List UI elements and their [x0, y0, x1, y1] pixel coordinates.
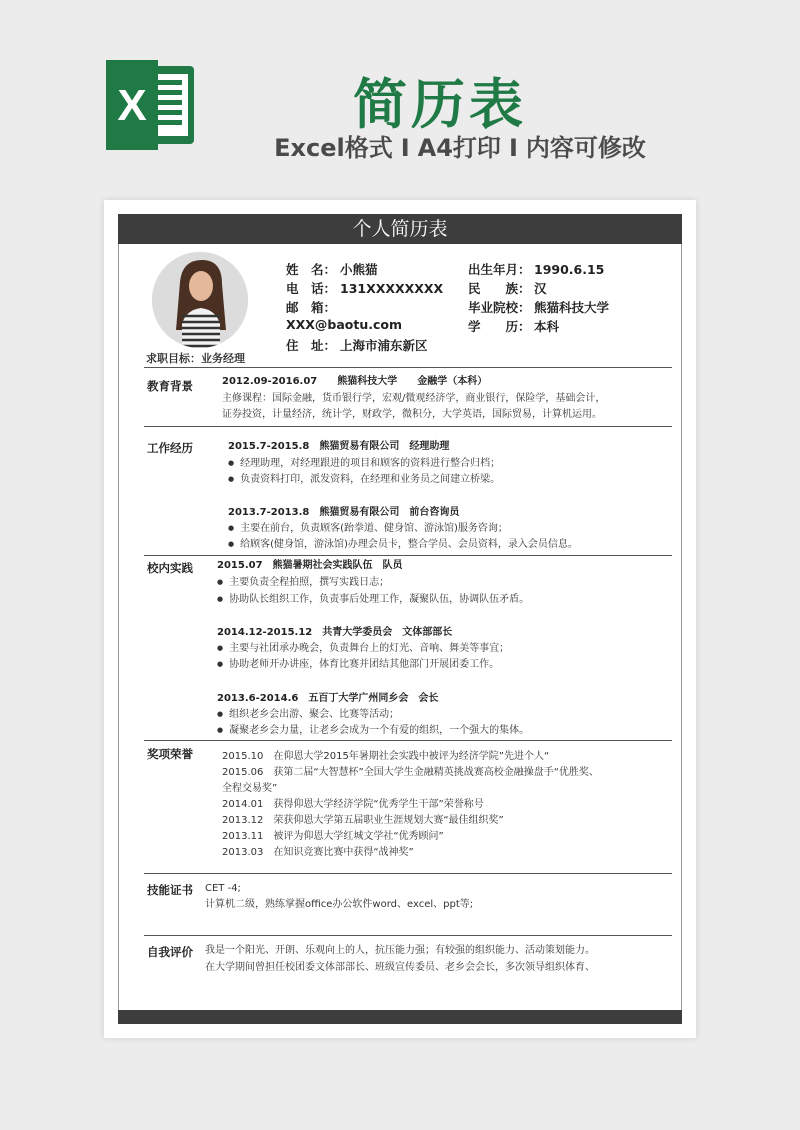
nation-field: 民 族： 汉 — [468, 281, 547, 296]
resume-footer-bar — [118, 1010, 682, 1024]
email-value: XXX@baotu.com — [286, 317, 403, 332]
subtitle-print: A4打印 — [417, 134, 501, 162]
skills-heading: 技能证书 — [147, 883, 193, 897]
section-divider — [144, 935, 672, 936]
campus-entry: 2014.12-2015.12 共青大学委员会 文体部部长 — [217, 627, 453, 638]
list-item: ● 主要与社团承办晚会，负责舞台上的灯光、音响、舞美等事宜； — [217, 642, 509, 656]
degree-field: 学 历： 本科 — [468, 319, 560, 334]
banner-title: 简历表 — [353, 73, 527, 136]
award-item: 2014.01 获得仰恩大学经济学院“优秀学生干部”荣誉称号 — [222, 799, 484, 810]
award-item: 2013.03 在知识竞赛比赛中获得“战神奖” — [222, 847, 414, 858]
work-entry: 2015.7-2015.8 熊猫贸易有限公司 经理助理 — [228, 441, 450, 452]
list-item: ● 给顾客(健身馆，游泳馆)办理会员卡，整合学员、会员资料，录入会员信息。 — [228, 538, 578, 552]
section-divider — [144, 740, 672, 741]
award-item: 2013.12 荣获仰恩大学第五届职业生涯规划大赛“最佳组织奖” — [222, 815, 504, 826]
section-divider — [144, 555, 672, 556]
resume-paper — [104, 200, 696, 1038]
campus-entry: 2013.6-2014.6 五百丁大学广州同乡会 会长 — [217, 693, 439, 704]
section-divider — [144, 873, 672, 874]
name-field: 姓 名： 小熊猫 — [286, 262, 378, 277]
education-courses: 主修课程：国际金融，货币银行学，宏观/微观经济学，商业银行，保险学，基础会计， — [222, 393, 606, 404]
award-item: 全程交易奖” — [222, 783, 278, 794]
awards-heading: 奖项荣誉 — [147, 747, 193, 761]
address-field: 住 址： 上海市浦东新区 — [286, 338, 428, 353]
campus-entry: 2015.07 熊猫暑期社会实践队伍 队员 — [217, 560, 403, 571]
school-field: 毕业院校： 熊猫科技大学 — [468, 300, 610, 315]
education-courses: 证券投资，计量经济，统计学，财政学，微积分，大学英语，国际贸易，计算机运用。 — [222, 409, 602, 420]
job-objective: 求职目标：业务经理 — [146, 352, 245, 365]
list-item: ● 负责资料打印，派发资料，在经理和业务员之间建立桥梁。 — [228, 473, 500, 487]
list-item: ● 协助老师开办讲座，体育比赛并团结其他部门开展团委工作。 — [217, 658, 499, 672]
email-label: 邮 箱： — [286, 300, 337, 315]
work-entry: 2013.7-2013.8 熊猫贸易有限公司 前台咨询员 — [228, 507, 460, 518]
list-item: ● 协助队长组织工作，负责事后处理工作，凝聚队伍，协调队伍矛盾。 — [217, 593, 529, 607]
self-eval-text: 我是一个阳光、开朗、乐观向上的人，抗压能力强；有较强的组织能力、活动策划能力。 — [205, 945, 595, 956]
list-item: ● 组织老乡会出游、聚会、比赛等活动； — [217, 708, 399, 722]
subtitle-format: Excel格式 — [274, 134, 393, 162]
subtitle-separator: I — [508, 134, 518, 162]
list-item: ● 经理助理，对经理跟进的项目和顾客的资料进行整合归档； — [228, 457, 500, 471]
logo-letter: X — [117, 81, 147, 130]
award-item: 2015.10 在仰恩大学2015年暑期社会实践中被评为经济学院”先进个人“ — [222, 751, 550, 762]
section-divider — [144, 426, 672, 427]
banner-subtitle — [250, 128, 670, 163]
section-divider — [144, 367, 672, 368]
list-item: ● 凝聚老乡会力量，让老乡会成为一个有爱的组织，一个强大的集体。 — [217, 724, 529, 738]
excel-logo-icon — [104, 60, 196, 150]
work-heading: 工作经历 — [147, 441, 193, 455]
education-heading: 教育背景 — [147, 379, 193, 393]
phone-field: 电 话： 131XXXXXXXX — [286, 281, 444, 296]
list-item: ● 主要在前台，负责顾客(跆拳道、健身馆、游泳馆)服务咨询； — [228, 522, 508, 536]
subtitle-separator: I — [400, 134, 410, 162]
portrait-image — [152, 252, 248, 348]
self-eval-heading: 自我评价 — [147, 945, 193, 959]
award-item: 2015.06 获第二届“大智慧杯”全国大学生金融精英挑战赛高校金融操盘手“优胜奖、 — [222, 767, 599, 778]
resume-title: 个人简历表 — [118, 214, 682, 244]
award-item: 2013.11 被评为仰恩大学红城文学社“优秀顾问” — [222, 831, 444, 842]
education-entry: 2012.09-2016.07 熊猫科技大学 金融学（本科） — [222, 376, 488, 387]
subtitle-edit: 内容可修改 — [525, 134, 646, 162]
skill-item: 计算机二级，熟练掌握office办公软件word、excel、ppt等; — [205, 899, 474, 910]
self-eval-text: 在大学期间曾担任校团委文体部部长、班级宣传委员、老乡会会长，多次领导组织体育、 — [205, 962, 595, 973]
avatar — [152, 252, 248, 348]
campus-heading: 校内实践 — [147, 561, 193, 575]
list-item: ● 主要负责全程拍照，撰写实践日志； — [217, 576, 389, 590]
birth-field: 出生年月： 1990.6.15 — [468, 262, 605, 277]
skill-item: CET -4; — [205, 883, 241, 894]
